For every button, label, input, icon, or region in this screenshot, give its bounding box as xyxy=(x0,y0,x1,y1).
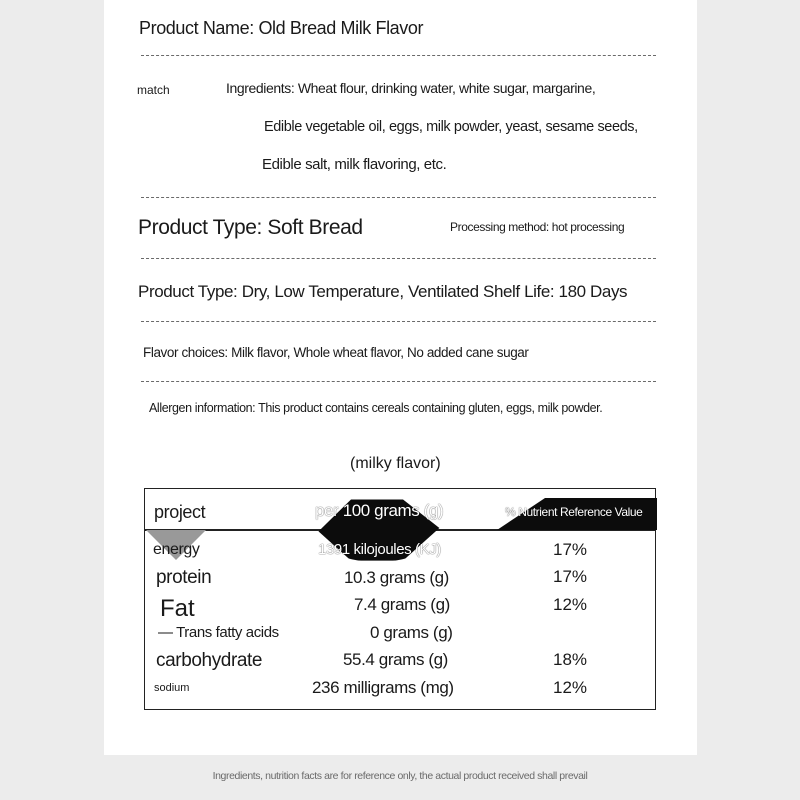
footer-note: Ingredients, nutrition facts are for reference only, the actual product received shall prevail xyxy=(212,770,588,782)
product-type: Product Type: Soft Bread xyxy=(138,216,363,239)
row-name-fat: Fat xyxy=(160,595,195,622)
divider xyxy=(141,55,656,56)
flavor-choices: Flavor choices: Milk flavor, Whole wheat flavor, No added cane sugar xyxy=(143,345,529,360)
row-amount-sodium: 236 milligrams (mg) xyxy=(312,678,454,697)
row-nrv-protein: 17% xyxy=(553,567,588,586)
row-amount-trans-fat: 0 grams (g) xyxy=(370,623,453,642)
storage-and-shelf-life: Product Type: Dry, Low Temperature, Ventilated Shelf Life: 180 Days xyxy=(138,282,628,301)
row-name-sodium: sodium xyxy=(154,682,190,694)
row-amount-protein: 10.3 grams (g) xyxy=(344,568,449,587)
row-name-protein: protein xyxy=(156,567,212,588)
divider xyxy=(141,258,656,259)
processing-method: Processing method: hot processing xyxy=(450,220,625,234)
ingredients-line-2: Edible vegetable oil, eggs, milk powder, yeast, sesame seeds, xyxy=(264,119,638,135)
row-nrv-sodium: 12% xyxy=(553,678,588,697)
col-header-per100: per 100 grams (g) xyxy=(315,501,444,520)
nutrition-caption: (milky flavor) xyxy=(350,455,441,472)
row-amount-energy: 1391 kilojoules (KJ) xyxy=(318,541,441,558)
row-nrv-carbohydrate: 18% xyxy=(553,650,588,669)
ingredients-line-3: Edible salt, milk flavoring, etc. xyxy=(262,156,447,173)
divider xyxy=(141,197,656,198)
allergen-info: Allergen information: This product contains cereals containing gluten, eggs, milk powder. xyxy=(149,401,603,415)
divider xyxy=(141,381,656,382)
row-name-trans-fat: — Trans fatty acids xyxy=(158,624,279,641)
row-amount-carbohydrate: 55.4 grams (g) xyxy=(343,650,448,669)
row-nrv-energy: 17% xyxy=(553,540,588,559)
row-name-carbohydrate: carbohydrate xyxy=(156,650,263,671)
col-header-item: project xyxy=(154,502,206,522)
row-nrv-fat: 12% xyxy=(553,595,588,614)
col-header-nrv: % Nutrient Reference Value xyxy=(505,505,643,519)
divider xyxy=(141,321,656,322)
row-name-energy: energy xyxy=(153,541,200,558)
row-amount-fat: 7.4 grams (g) xyxy=(354,595,450,614)
product-name: Product Name: Old Bread Milk Flavor xyxy=(139,18,424,38)
match-label: match xyxy=(137,83,170,97)
ingredients-line-1: Ingredients: Wheat flour, drinking water, white sugar, margarine, xyxy=(226,80,596,96)
